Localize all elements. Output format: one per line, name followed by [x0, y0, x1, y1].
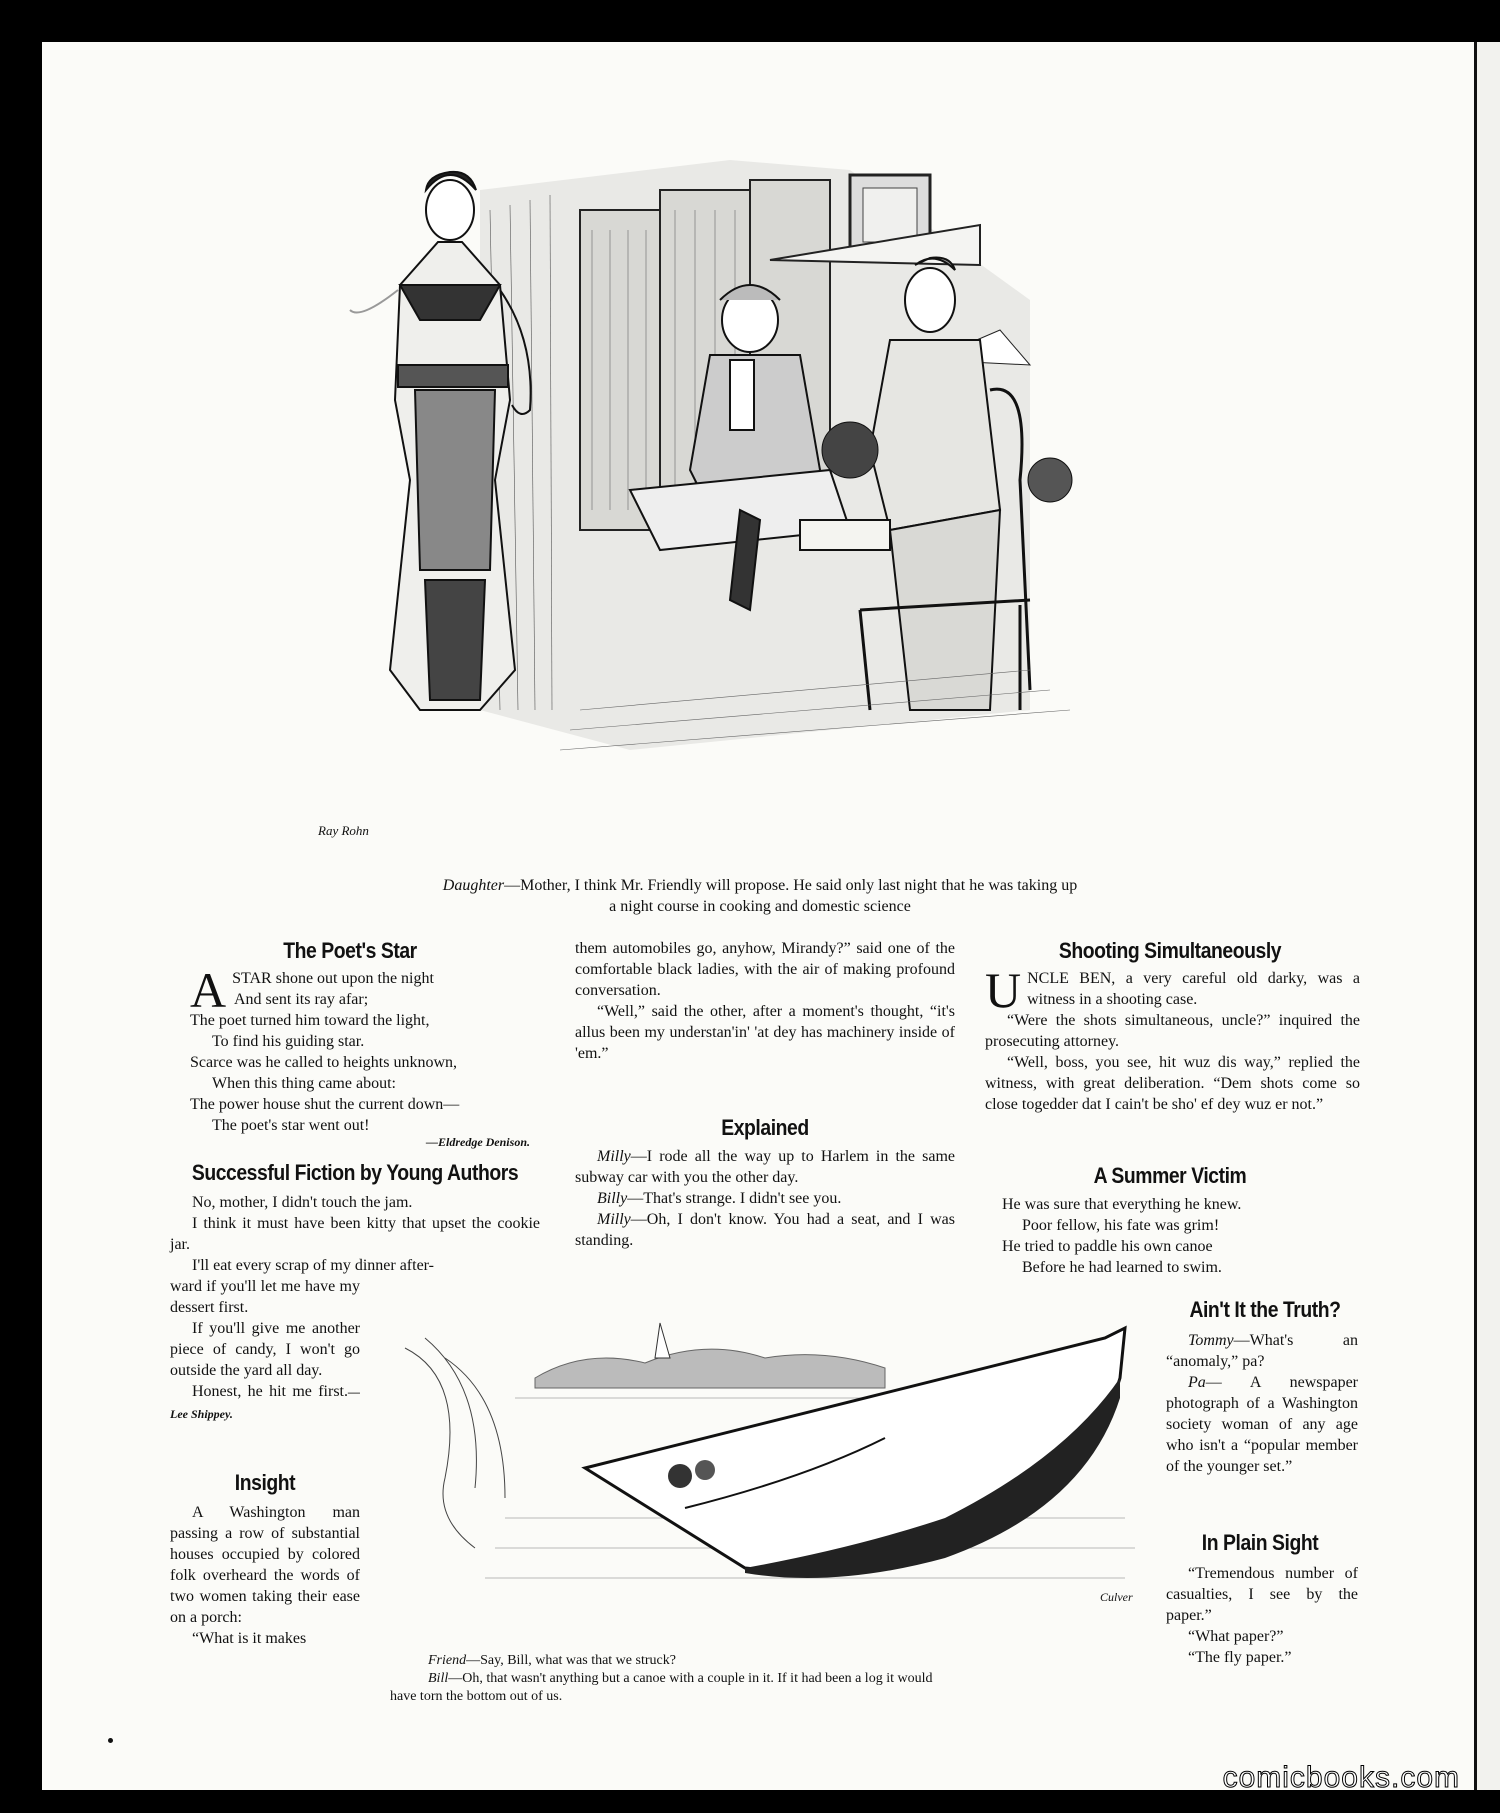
insight-text — [170, 1502, 360, 1649]
shooting-para-3: “Well, boss, you see, hit wuz dis way,” replied the witness, with great deliberation. “Dem shots come so close togedder dat I cain't be sho' ef dey wuz er not.” — [985, 1054, 1360, 1113]
watermark-logo: comicbooks.com — [1222, 1761, 1460, 1794]
poem-line: Scarce was he called to heights unknown, — [190, 1054, 458, 1071]
ink-speck — [108, 1738, 113, 1743]
poem-line: STAR shone out upon the night — [232, 970, 434, 987]
poem-line: When this thing came about: — [212, 1075, 396, 1092]
speaker: Friend — [428, 1653, 467, 1668]
poem-line: He tried to paddle his own canoe — [1002, 1238, 1213, 1255]
plain-sight-text — [1166, 1563, 1358, 1668]
summer-victim-title: A Summer Victim — [1093, 1163, 1247, 1188]
aint-it-q — [1166, 1330, 1358, 1372]
explained-line — [575, 1188, 955, 1209]
shooting-text-1: NCLE BEN, a very careful old darky, was a witness in a shooting case. — [1027, 970, 1360, 1008]
fiction-para: If you'll give me another piece of candy, I won't go outside the yard all day. — [170, 1320, 360, 1379]
insight-continued — [575, 938, 955, 1064]
dialogue: —What's an “anomaly,” pa? — [1166, 1332, 1358, 1370]
fiction-author: —Lee Shippey. — [170, 1385, 360, 1421]
summer-victim-poem — [1002, 1194, 1362, 1278]
poets-star-author: —Eldredge Denison. — [425, 1135, 530, 1149]
shooting-dropcap: U — [985, 962, 1022, 1018]
plain-sight-para: “What paper?” — [1188, 1628, 1284, 1645]
parlor-cartoon-illustration — [330, 150, 1290, 840]
shooting-text — [985, 962, 1360, 1115]
facing-page-edge — [1474, 42, 1500, 1790]
insight-para: A Washington man passing a row of substantial houses occupied by colored folk overheard the words of two women taking their ease on a porch: — [170, 1504, 360, 1626]
caption-line-2: a night course in cooking and domestic science — [609, 898, 911, 915]
poem-line: Poor fellow, his fate was grim! — [1022, 1217, 1220, 1234]
speaker: Bill — [428, 1671, 449, 1686]
speedboat-cartoon-illustration — [385, 1318, 1145, 1638]
plain-sight-para: “The fly paper.” — [1188, 1649, 1292, 1666]
boat-cartoon-caption — [390, 1652, 1140, 1706]
poem-line: The power house shut the current down— — [190, 1096, 460, 1113]
dialogue: — A newspaper photograph of a Washington society woman of any age who isn't a “popular member of the younger set.” — [1166, 1374, 1358, 1475]
explained-line — [575, 1146, 955, 1188]
dialogue: —That's strange. I didn't see you. — [627, 1190, 842, 1207]
successful-fiction-title: Successful Fiction by Young Authors — [191, 1160, 519, 1185]
shooting-para-2: “Were the shots simultaneous, uncle?” inquired the prosecuting attorney. — [985, 1012, 1360, 1050]
speaker: Billy — [597, 1190, 628, 1207]
speaker: Tommy — [1188, 1332, 1234, 1349]
successful-fiction-text — [170, 1192, 540, 1255]
poets-star-dropcap: A — [190, 962, 227, 1018]
fiction-para — [170, 1381, 360, 1425]
boat-cartoon-signature: Culver — [1100, 1590, 1133, 1604]
speaker: Pa — [1188, 1374, 1206, 1391]
poem-line: To find his guiding star. — [212, 1033, 365, 1050]
aint-it-text — [1166, 1330, 1358, 1477]
explained-title: Explained — [721, 1115, 809, 1140]
speaker: Milly — [597, 1148, 631, 1165]
poets-star-poem — [190, 962, 540, 1136]
top-cartoon-caption — [300, 875, 1220, 917]
shooting-title: Shooting Simultaneously — [1058, 938, 1282, 963]
fiction-para-3-line1: I'll eat every scrap of my dinner after- — [192, 1257, 434, 1274]
caption-line-1: —Mother, I think Mr. Friendly will propose. He said only last night that he was taking up — [504, 877, 1078, 894]
insight-continued-para: them automobiles go, anyhow, Mirandy?” said one of the comfortable black ladies, with the air of making profound conversation. — [575, 940, 955, 999]
plain-sight-title: In Plain Sight — [1201, 1530, 1319, 1555]
fiction-narrow-text — [170, 1276, 360, 1425]
insight-title: Insight — [234, 1470, 296, 1495]
plain-sight-para: “Tremendous number of casualties, I see by the paper.” — [1166, 1565, 1358, 1624]
top-cartoon-signature: Ray Rohn — [318, 823, 369, 838]
insight-quote-start: “What is it makes — [192, 1630, 307, 1647]
dialogue: have torn the bottom out of us. — [390, 1689, 563, 1704]
dialogue: —Oh, I don't know. You had a seat, and I was standing. — [575, 1211, 955, 1249]
dialogue: —Oh, that wasn't anything but a canoe with a couple in it. If it had been a log it would — [448, 1671, 933, 1686]
dialogue: —Say, Bill, what was that we struck? — [466, 1653, 676, 1668]
poem-line: The poet's star went out! — [212, 1117, 370, 1134]
speaker: Milly — [597, 1211, 631, 1228]
poem-line: And sent its ray afar; — [234, 991, 369, 1008]
fiction-para: ward if you'll let me have my dessert first. — [170, 1278, 360, 1316]
poem-line: Before he had learned to swim. — [1022, 1259, 1222, 1276]
fiction-para: I think it must have been kitty that upset the cookie jar. — [170, 1215, 540, 1253]
shooting-para-1 — [985, 962, 1360, 1018]
explained-line — [575, 1209, 955, 1251]
fiction-para: No, mother, I didn't touch the jam. — [192, 1194, 413, 1211]
poem-line: The poet turned him toward the light, — [190, 1012, 430, 1029]
caption-speaker: Daughter — [442, 877, 505, 894]
dialogue: —I rode all the way up to Harlem in the same subway car with you the other day. — [575, 1148, 955, 1186]
poets-star-title: The Poet's Star — [283, 938, 417, 963]
aint-it-a — [1166, 1372, 1358, 1477]
fiction-last-line: Honest, he hit me first. — [192, 1383, 348, 1400]
insight-reply: “Well,” said the other, after a moment's thought, “it's allus been my understan'in' 'at dey has machinery inside of 'em.” — [575, 1003, 955, 1062]
poem-line: He was sure that everything he knew. — [1002, 1196, 1242, 1213]
aint-it-title: Ain't It the Truth? — [1189, 1297, 1341, 1322]
explained-text — [575, 1146, 955, 1251]
